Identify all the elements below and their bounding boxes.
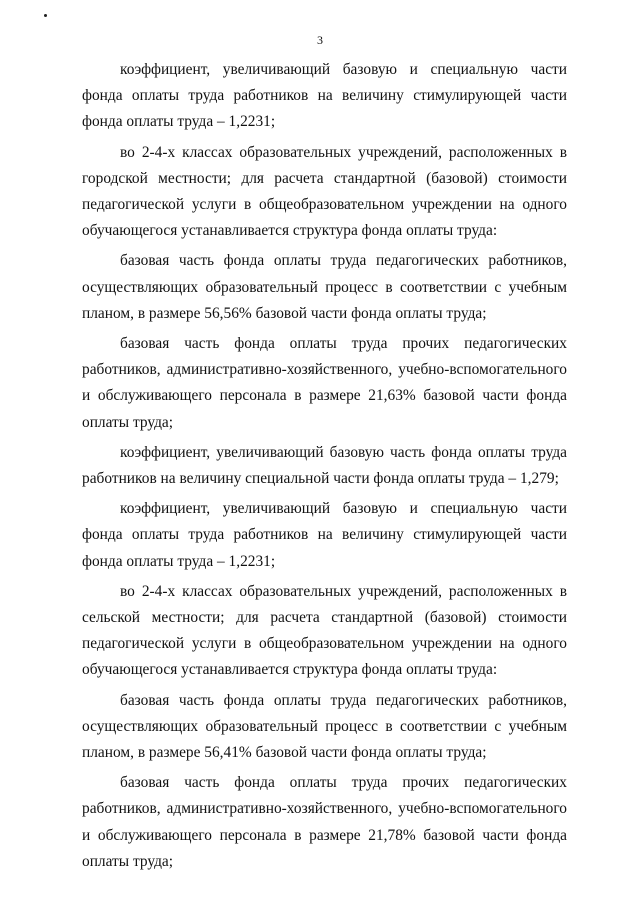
paragraph: во 2-4-х классах образовательных учреждений, расположенных в сельской местности; для расчета стандартной (базовой) стоимости педагогической услуги в общеобразовательном учреждении на одного обучающегося устанавливается структура фонда оплаты труда: bbox=[82, 582, 567, 679]
paragraph: базовая часть фонда оплаты труда прочих педагогических работников, административно-хозяйственного, учебно-вспомогательного и обслуживающего персонала в размере 21,78% базовой части фонда оплаты труда; bbox=[82, 774, 567, 870]
paragraph: базовая часть фонда оплаты труда педагогических работников, осуществляющих образовательный процесс в соответствии с учебным планом, в размере 56,56% базовой части фонда оплаты труда; bbox=[82, 252, 567, 322]
paragraph: базовая часть фонда оплаты труда педагогических работников, осуществляющих образовательный процесс в соответствии с учебным планом, в размере 56,41% базовой части фонда оплаты труда; bbox=[82, 691, 567, 762]
paragraph: базовая часть фонда оплаты труда прочих педагогических работников, административно-хозяйственного, учебно-вспомогательного и обслуживающего персонала в размере 21,63% базовой части фонда оплаты труда; bbox=[82, 335, 567, 431]
paragraph: во 2-4-х классах образовательных учреждений, расположенных в городской местности; для расчета стандартной (базовой) стоимости педагогической услуги в общеобразовательном учреждении на одного обучающегося устанавливается структура фонда оплаты труда: bbox=[82, 143, 567, 240]
scan-artifact-dot bbox=[44, 14, 47, 17]
paragraph: коэффициент, увеличивающий базовую часть фонда оплаты труда работников на величину специальной части фонда оплаты труда – 1,279; bbox=[82, 443, 567, 488]
page-number: 3 bbox=[317, 33, 323, 47]
paragraph: коэффициент, увеличивающий базовую и специальную части фонда оплаты труда работников на величину стимулирующей части фонда оплаты труда – 1,2231; bbox=[82, 500, 567, 570]
document-body bbox=[82, 57, 567, 879]
paragraph: коэффициент, увеличивающий базовую и специальную части фонда оплаты труда работников на величину стимулирующей части фонда оплаты труда – 1,2231; bbox=[82, 61, 567, 131]
